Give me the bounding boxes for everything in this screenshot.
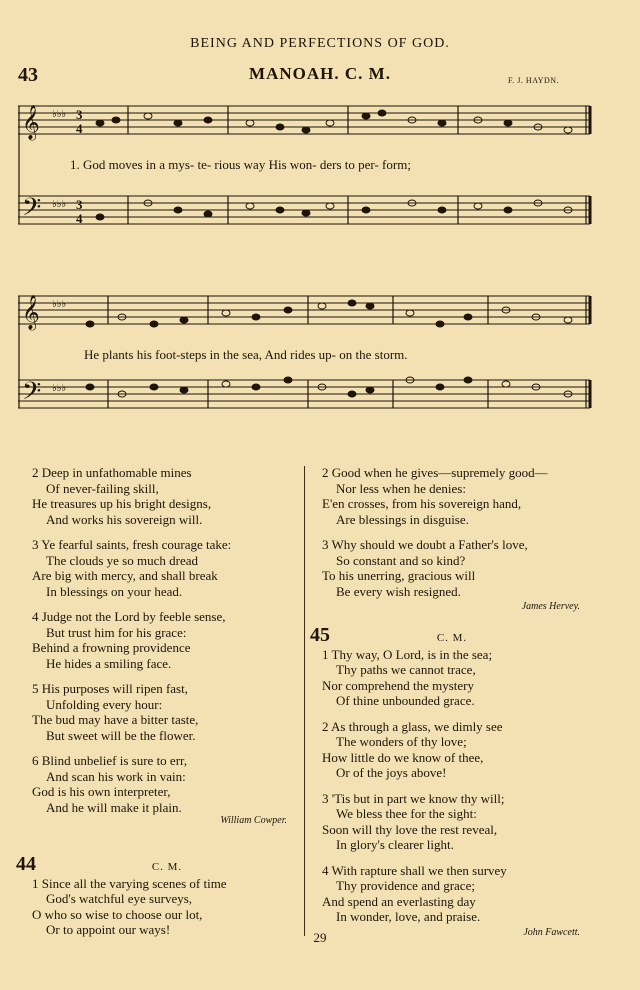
page-number: 29 <box>313 930 327 945</box>
stanza <box>32 537 302 599</box>
hymn-number-45: 45 <box>310 624 330 646</box>
svg-text:♭♭♭: ♭♭♭ <box>52 299 67 310</box>
stanza-line: 4 Judge not the Lord by feeble sense, <box>32 609 226 624</box>
stanza-line: God is his own interpreter, <box>32 784 171 799</box>
svg-text:𝄢: 𝄢 <box>22 377 42 412</box>
hymn-44-continued <box>322 465 622 615</box>
stanza-line: But sweet will be the flower. <box>46 727 196 743</box>
stanza <box>32 753 302 815</box>
lyric-line-1: 1. God moves in a mys- te- rious way His won- ders to per- form; <box>70 157 411 172</box>
svg-text:4: 4 <box>76 211 83 226</box>
stanza-line: Nor less when he denies: <box>336 480 466 496</box>
stanza-line: 4 With rapture shall we then survey <box>322 862 507 878</box>
stanza <box>322 647 622 709</box>
tune-title: MANOAH. C. M. <box>249 64 391 83</box>
stanza-line: He hides a smiling face. <box>46 655 172 671</box>
stanza-line: Nor comprehend the mystery <box>322 677 474 693</box>
stanza <box>322 791 622 853</box>
stanza-line: God's watchful eye surveys, <box>46 891 193 906</box>
stanza-line: 3 Why should we doubt a Father's love, <box>322 537 528 552</box>
stanza-line: So constant and so kind? <box>336 552 466 568</box>
stanza-line: 1 Since all the varying scenes of time <box>32 875 227 891</box>
stanza-line: Or to appoint our ways! <box>46 922 171 937</box>
stanza <box>322 719 622 781</box>
stanza-line: 1 Thy way, O Lord, is in the sea; <box>322 646 493 662</box>
stanza-line: In wonder, love, and praise. <box>336 909 481 924</box>
svg-text:♭♭♭: ♭♭♭ <box>52 109 67 120</box>
stanza <box>32 681 302 743</box>
hymn-43-stanzas <box>32 465 302 829</box>
composer: F. J. HAYDN. <box>508 76 560 85</box>
hymn-number-43: 43 <box>18 64 38 86</box>
stanza-line: Are big with mercy, and shall break <box>32 568 218 583</box>
author-fawcett: John Fawcett. <box>523 926 580 938</box>
stanza <box>322 537 622 599</box>
stanza-line: Thy providence and grace; <box>336 878 475 893</box>
page-header: BEING AND PERFECTIONS OF GOD. <box>190 36 450 51</box>
stanza-line: To his unerring, gracious will <box>322 568 476 583</box>
stanza <box>322 863 622 925</box>
svg-text:𝄞: 𝄞 <box>22 105 40 140</box>
svg-text:3: 3 <box>76 107 83 122</box>
hymn-number-44: 44 <box>16 853 36 875</box>
stanza-line: We bless thee for the sight: <box>336 806 477 821</box>
stanza-line: E'en crosses, from his sovereign hand, <box>322 496 522 511</box>
stanza-line: How little do we know of thee, <box>322 749 484 765</box>
stanza-line: In blessings on your head. <box>46 583 183 599</box>
hymn-45-stanzas <box>322 631 622 940</box>
stanza-line: And he will make it plain. <box>46 799 182 815</box>
author-hervey: James Hervey. <box>521 601 580 612</box>
stanza-line: 3 Ye fearful saints, fresh courage take: <box>32 537 232 552</box>
stanza-line: 3 'Tis but in part we know thy will; <box>322 790 505 806</box>
stanza-line: The wonders of thy love; <box>336 734 467 749</box>
stanza-line: 6 Blind unbelief is sure to err, <box>32 753 188 768</box>
column-divider <box>304 466 305 936</box>
stanza-line: 2 Deep in unfathomable mines <box>32 465 192 480</box>
hymn-44-start <box>32 860 302 938</box>
svg-text:♭♭♭: ♭♭♭ <box>52 383 67 394</box>
stanza-line: Of thine unbounded grace. <box>336 693 475 708</box>
stanza-line: Of never-failing skill, <box>46 480 159 496</box>
stanza-line: The clouds ye so much dread <box>46 552 198 568</box>
svg-text:𝄢: 𝄢 <box>22 193 42 228</box>
stanza <box>32 609 302 671</box>
author-cowper: William Cowper. <box>220 815 287 826</box>
stanza-line: And scan his work in vain: <box>46 768 186 784</box>
stanza-line: 2 As through a glass, we dimly see <box>322 718 503 734</box>
stanza-line: Soon will thy love the rest reveal, <box>322 821 498 837</box>
svg-text:3: 3 <box>76 197 83 212</box>
stanza-line: Be every wish resigned. <box>336 583 461 599</box>
stanza-line: The bud may have a bitter taste, <box>32 712 199 727</box>
lyric-line-2: He plants his foot-steps in the sea, And rides up- on the storm. <box>84 347 408 362</box>
svg-text:𝄞: 𝄞 <box>22 295 40 330</box>
meter-45: C. M. <box>436 632 468 644</box>
svg-text:4: 4 <box>76 121 83 136</box>
stanza-line: And works his sovereign will. <box>46 511 203 527</box>
stanza-line: He treasures up his bright designs, <box>32 496 212 511</box>
stanza-line: 5 His purposes will ripen fast, <box>32 681 188 696</box>
stanza-line: Are blessings in disguise. <box>336 511 469 527</box>
stanza-line: Thy paths we cannot trace, <box>336 662 476 677</box>
meter-44: C. M. <box>151 861 183 873</box>
stanza-line: Or of the joys above! <box>336 765 447 780</box>
stanza-line: But trust him for his grace: <box>46 624 187 640</box>
stanza-line: O who so wise to choose our lot, <box>32 906 203 922</box>
stanza-line: 2 Good when he gives—supremely good— <box>322 465 548 480</box>
svg-text:♭♭♭: ♭♭♭ <box>52 199 67 210</box>
stanza-line: In glory's clearer light. <box>336 837 454 852</box>
stanza-line: Unfolding every hour: <box>46 696 163 712</box>
stanza <box>32 465 302 527</box>
stanza-line: Behind a frowning providence <box>32 640 191 655</box>
stanza <box>322 465 622 527</box>
stanza-line: And spend an everlasting day <box>322 893 476 909</box>
